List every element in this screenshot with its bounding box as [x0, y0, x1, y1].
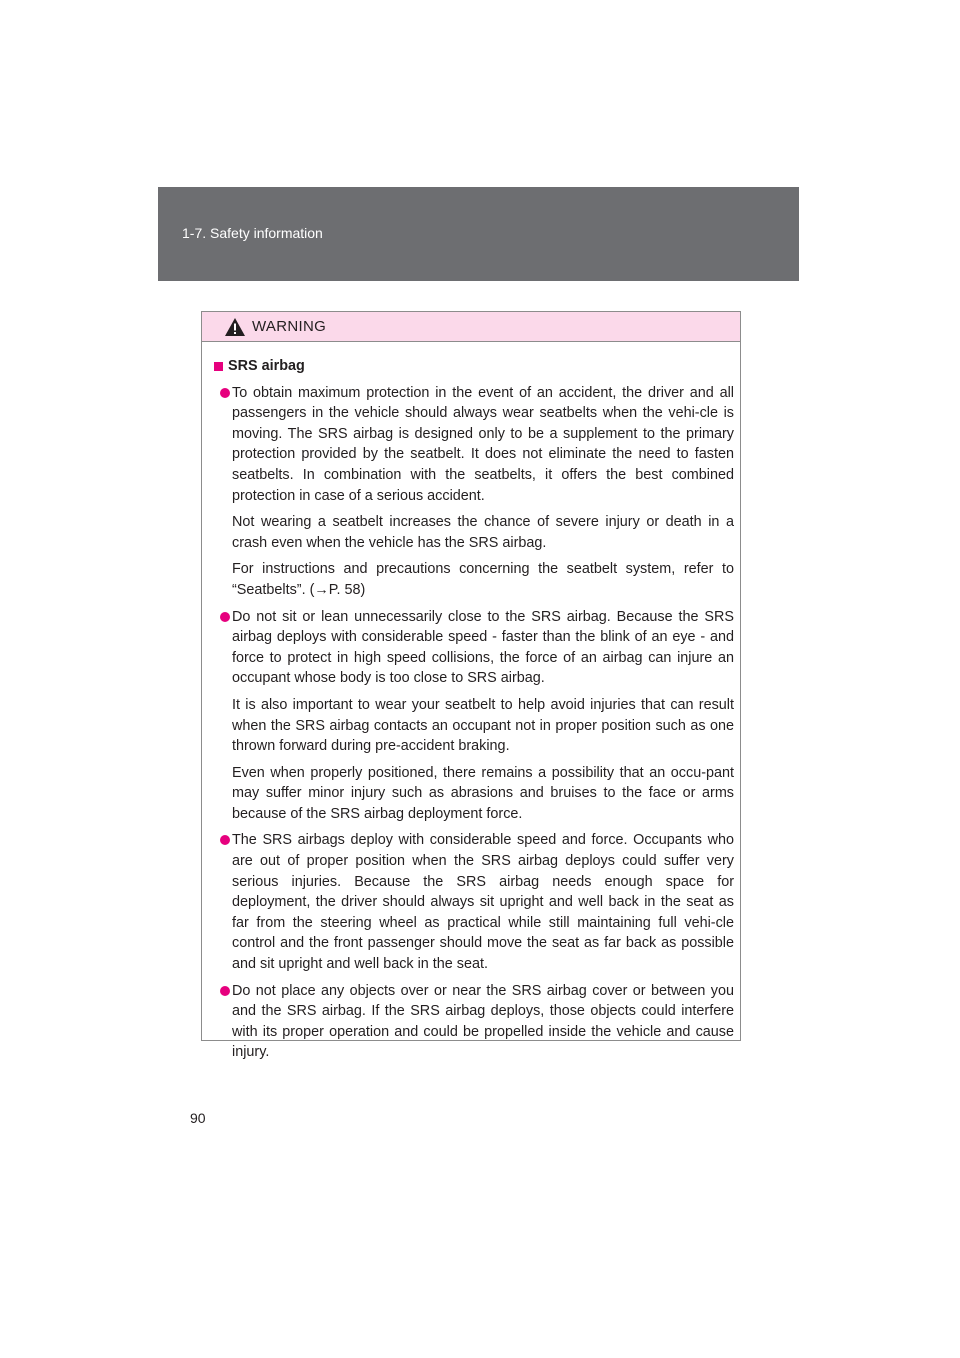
section-header [158, 187, 799, 281]
page-number: 90 [190, 1110, 206, 1126]
paragraph: It is also important to wear your seatbelt to help avoid injuries that can result when the SRS airbag contacts an occupant not in proper position such as one thrown forward during pre-accident braking. [232, 696, 734, 755]
paragraph: Do not place any objects over or near the SRS airbag cover or between you and the SRS airbag. If the SRS airbag deploys, those objects could interfere with its proper operation and could be propelled inside the vehicle and cause injury. [232, 982, 734, 1061]
square-bullet-icon [214, 362, 223, 371]
warning-item [214, 981, 734, 1063]
paragraph: Even when properly positioned, there remains a possibility that an occu-pant may suffer minor injury such as abrasions and bruises to the face or arms because of the SRS airbag deployment force. [232, 764, 734, 822]
paragraph: Not wearing a seatbelt increases the chance of severe injury or death in a crash even when the vehicle has the SRS airbag. [232, 514, 734, 551]
warning-section-title [214, 356, 734, 377]
paragraph: For instructions and precautions concerning the seatbelt system, refer to “Seatbelts”. (→P. 58) [232, 561, 734, 598]
paragraph: To obtain maximum protection in the event of an accident, the driver and all passengers in the vehicle should always wear seatbelts when the vehi-cle is moving. The SRS airbag is designed only to be a supplement to the primary protection provided by the seatbelt. It does not eliminate the need to fasten seatbelts. In combination with the seatbelts, it offers the best combined protection in case of a serious accident. [232, 384, 734, 504]
paragraph: Do not sit or lean unnecessarily close to the SRS airbag. Because the SRS airbag deploys with considerable speed - faster than the blink of an eye - and force to protect in high speed collisions, the force of an airbag can injure an occupant whose body is too close to SRS airbag. [232, 608, 734, 687]
warning-box [201, 311, 741, 1061]
warning-item [214, 830, 734, 974]
warning-item [214, 607, 734, 825]
warning-triangle-icon [224, 317, 246, 337]
round-bullet-icon [220, 986, 230, 996]
section-title-header: 1-7. Safety information [182, 225, 323, 241]
warning-item [214, 383, 734, 601]
round-bullet-icon [220, 835, 230, 845]
warning-section-title-text: SRS airbag [228, 358, 305, 374]
warning-content [202, 342, 740, 1063]
warning-label: WARNING [252, 318, 327, 335]
round-bullet-icon [220, 388, 230, 398]
warning-header [202, 312, 740, 342]
round-bullet-icon [220, 612, 230, 622]
paragraph: The SRS airbags deploy with considerable speed and force. Occupants who are out of proper position when the SRS airbag deploys could suffer very serious injuries. Because the SRS airbag needs enough space for deployment, the driver should always sit upright and well back in the seat as far from the steering wheel as practical while still maintaining full vehi-cle control and the front passenger should move the seat as far back as possible and sit upright and well back in the seat. [232, 832, 734, 973]
